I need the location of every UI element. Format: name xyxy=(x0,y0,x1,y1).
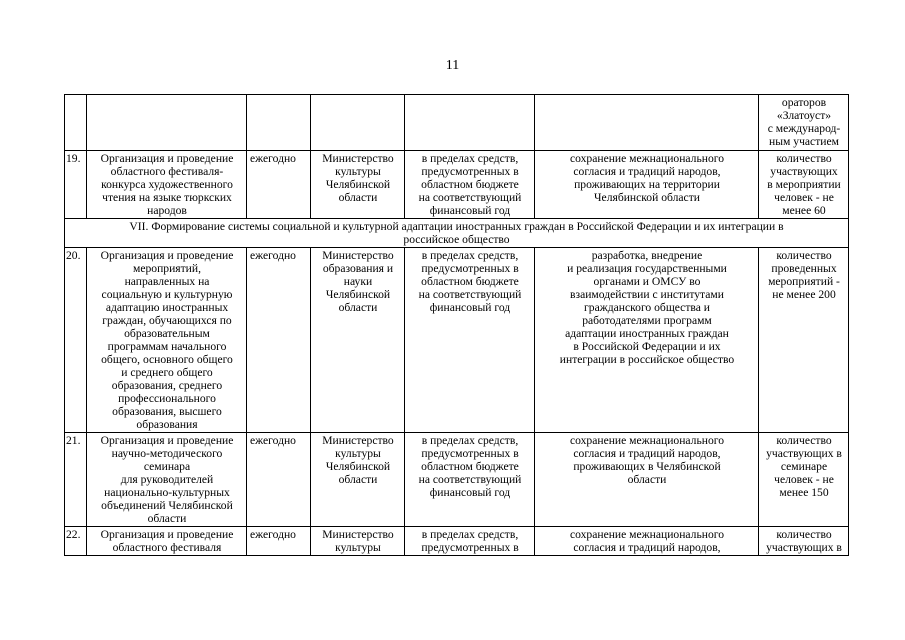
period-cell xyxy=(247,95,311,151)
event-cell: Организация и проведение научно-методического семинара для руководителей национально-культурных объединений Челябинской области xyxy=(87,433,247,527)
funding-cell: в пределах средств, предусмотренных в областном бюджете на соответствующий финансовый год xyxy=(405,248,535,433)
row-number: 21. xyxy=(65,433,87,527)
event-cell: Организация и проведение областного фестиваля xyxy=(87,527,247,556)
section-heading-row xyxy=(65,219,849,248)
table-row xyxy=(65,433,849,527)
row-number xyxy=(65,95,87,151)
measures-table xyxy=(64,94,849,556)
event-cell xyxy=(87,95,247,151)
executor-cell: Министерство культуры Челябинской области xyxy=(311,151,405,219)
executor-cell xyxy=(311,95,405,151)
funding-cell: в пределах средств, предусмотренных в областном бюджете на соответствующий финансовый год xyxy=(405,151,535,219)
page-number: 11 xyxy=(445,58,460,73)
indicator-cell: ораторов «Златоуст» с международ- ным участием xyxy=(759,95,849,151)
funding-cell: в пределах средств, предусмотренных в xyxy=(405,527,535,556)
row-number: 19. xyxy=(65,151,87,219)
period-cell: ежегодно xyxy=(247,527,311,556)
result-cell: сохранение межнационального согласия и традиций народов, проживающих в Челябинской области xyxy=(535,433,759,527)
table-row xyxy=(65,527,849,556)
period-cell: ежегодно xyxy=(247,151,311,219)
executor-cell: Министерство образования и науки Челябинской области xyxy=(311,248,405,433)
result-cell: сохранение межнационального согласия и традиций народов, проживающих на территории Челябинской области xyxy=(535,151,759,219)
row-number: 20. xyxy=(65,248,87,433)
executor-cell: Министерство культуры Челябинской области xyxy=(311,433,405,527)
table-row xyxy=(65,95,849,151)
funding-cell: в пределах средств, предусмотренных в областном бюджете на соответствующий финансовый год xyxy=(405,433,535,527)
section-heading: VII. Формирование системы социальной и культурной адаптации иностранных граждан в Российской Федерации и их интеграции в российское общество xyxy=(65,219,849,248)
result-cell: разработка, внедрение и реализация государственными органами и ОМСУ во взаимодействии с институтами гражданского общества и работодателями программ адаптации иностранных граждан в Российской Федерации и их интеграции в российское общество xyxy=(535,248,759,433)
table-row xyxy=(65,248,849,433)
table-row xyxy=(65,151,849,219)
indicator-cell: количество участвующих в мероприятии человек - не менее 60 xyxy=(759,151,849,219)
funding-cell xyxy=(405,95,535,151)
event-cell: Организация и проведение мероприятий, направленных на социальную и культурную адаптацию иностранных граждан, обучающихся по образовательным программам начального общего, основного общего и среднего общего образования, среднего профессионального образования, высшего образования xyxy=(87,248,247,433)
indicator-cell: количество участвующих в семинаре человек - не менее 150 xyxy=(759,433,849,527)
period-cell: ежегодно xyxy=(247,248,311,433)
period-cell: ежегодно xyxy=(247,433,311,527)
indicator-cell: количество проведенных мероприятий - не менее 200 xyxy=(759,248,849,433)
result-cell: сохранение межнационального согласия и традиций народов, xyxy=(535,527,759,556)
result-cell xyxy=(535,95,759,151)
event-cell: Организация и проведение областного фестиваля- конкурса художественного чтения на языке тюркских народов xyxy=(87,151,247,219)
indicator-cell: количество участвующих в xyxy=(759,527,849,556)
executor-cell: Министерство культуры xyxy=(311,527,405,556)
row-number: 22. xyxy=(65,527,87,556)
